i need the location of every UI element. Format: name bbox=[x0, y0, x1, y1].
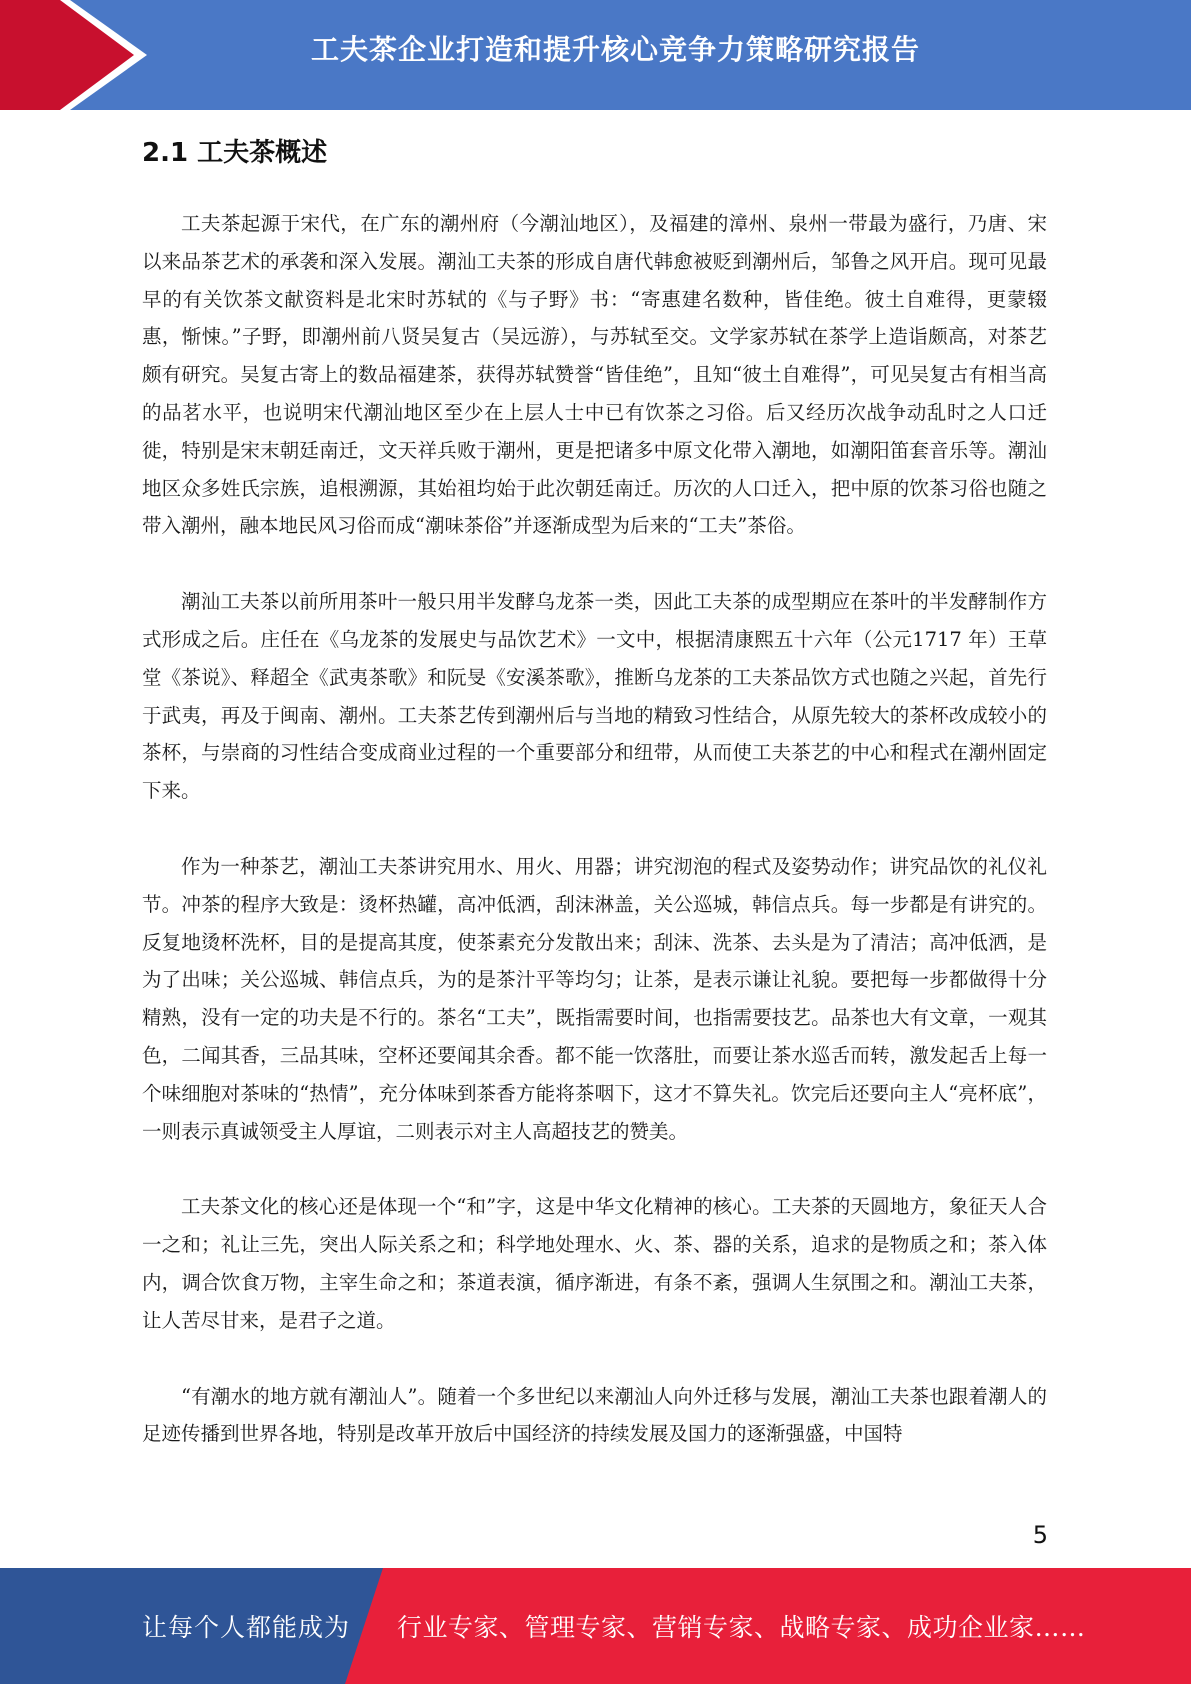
page-footer bbox=[0, 1568, 1191, 1684]
paragraph: 潮汕工夫茶以前所用茶叶一般只用半发酵乌龙茶一类，因此工夫茶的成型期应在茶叶的半发酵制作方式形成之后。庄任在《乌龙茶的发展史与品饮艺术》一文中，根据清康熙五十六年（公元1717 年）王草堂《茶说》、释超全《武夷茶歌》和阮旻《安溪茶歌》，推断乌龙茶的工夫茶品饮方式也随之兴起，首先行于武夷，再及于闽南、潮州。工夫茶艺传到潮州后与当地的精致习性结合，从原先较大的茶杯改成较小的茶杯，与崇商的习性结合变成商业过程的一个重要部分和纽带，从而使工夫茶艺的中心和程式在潮州固定下来。 bbox=[142, 590, 1047, 803]
page-header bbox=[0, 0, 1191, 110]
paragraph: 作为一种茶艺，潮汕工夫茶讲究用水、用火、用器；讲究沏泡的程式及姿势动作；讲究品饮的礼仪礼节。冲茶的程序大致是：烫杯热罐，高冲低洒，刮沫淋盖，关公巡城，韩信点兵。每一步都是有讲究的。反复地烫杯洗杯，目的是提高其度，使茶素充分发散出来；刮沫、洗茶、去头是为了清洁；高冲低洒，是为了出味；关公巡城、韩信点兵，为的是茶汁平等均匀；让茶，是表示谦让礼貌。要把每一步都做得十分精熟，没有一定的功夫是不行的。茶名“工夫”，既指需要时间，也指需要技艺。品茶也大有文章，一观其色，二闻其香，三品其味，空杯还要闻其余香。都不能一饮落肚，而要让茶水巡舌而转，激发起舌上每一个味细胞对茶味的“热情”，充分体味到茶香方能将茶咽下，这才不算失礼。饮完后还要向主人“亮杯底”，一则表示真诚领受主人厚谊，二则表示对主人高超技艺的赞美。 bbox=[142, 854, 1047, 1143]
footer-slogan-left: 让每个人都能成为 bbox=[142, 1613, 351, 1642]
report-title: 工夫茶企业打造和提升核心竞争力策略研究报告 bbox=[310, 33, 920, 66]
body-text bbox=[142, 205, 1047, 1491]
section-heading: 2.1 工夫茶概述 bbox=[142, 138, 328, 168]
footer-slogan-right: 行业专家、管理专家、营销专家、战略专家、成功企业家…… bbox=[397, 1613, 1086, 1642]
paragraph: 工夫茶起源于宋代，在广东的潮州府（今潮汕地区），及福建的漳州、泉州一带最为盛行，乃唐、宋以来品茶艺术的承袭和深入发展。潮汕工夫茶的形成自唐代韩愈被贬到潮州后，邹鲁之风开启。现可见最早的有关饮茶文献资料是北宋时苏轼的《与子野》书：“寄惠建名数种，皆佳绝。彼土自难得，更蒙辍惠，惭悚。”子野，即潮州前八贤吴复古（吴远游），与苏轼至交。文学家苏轼在茶学上造诣颇高，对茶艺颇有研究。吴复古寄上的数品福建茶，获得苏轼赞誉“皆佳绝”，且知“彼土自难得”，可见吴复古有相当高的品茗水平，也说明宋代潮汕地区至少在上层人士中已有饮茶之习俗。后又经历次战争动乱时之人口迁徙，特别是宋末朝廷南迁，文天祥兵败于潮州，更是把诸多中原文化带入潮地，如潮阳笛套音乐等。潮汕地区众多姓氏宗族，追根溯源，其始祖均始于此次朝廷南迁。历次的人口迁入，把中原的饮茶习俗也随之带入潮州，融本地民风习俗而成“潮味茶俗”并逐渐成型为后来的“工夫”茶俗。 bbox=[142, 212, 1047, 538]
page-number: 5 bbox=[1032, 1521, 1048, 1549]
paragraph: “有潮水的地方就有潮汕人”。随着一个多世纪以来潮汕人向外迁移与发展，潮汕工夫茶也跟着潮人的足迹传播到世界各地，特别是改革开放后中国经济的持续发展及国力的逐渐强盛，中国特 bbox=[142, 1384, 1047, 1446]
paragraph: 工夫茶文化的核心还是体现一个“和”字，这是中华文化精神的核心。工夫茶的天圆地方，象征天人合一之和；礼让三先，突出人际关系之和；科学地处理水、火、茶、器的关系，追求的是物质之和；茶入体内，调合饮食万物，主宰生命之和；茶道表演，循序渐进，有条不紊，强调人生氛围之和。潮汕工夫茶，让人苦尽甘来，是君子之道。 bbox=[142, 1195, 1047, 1332]
